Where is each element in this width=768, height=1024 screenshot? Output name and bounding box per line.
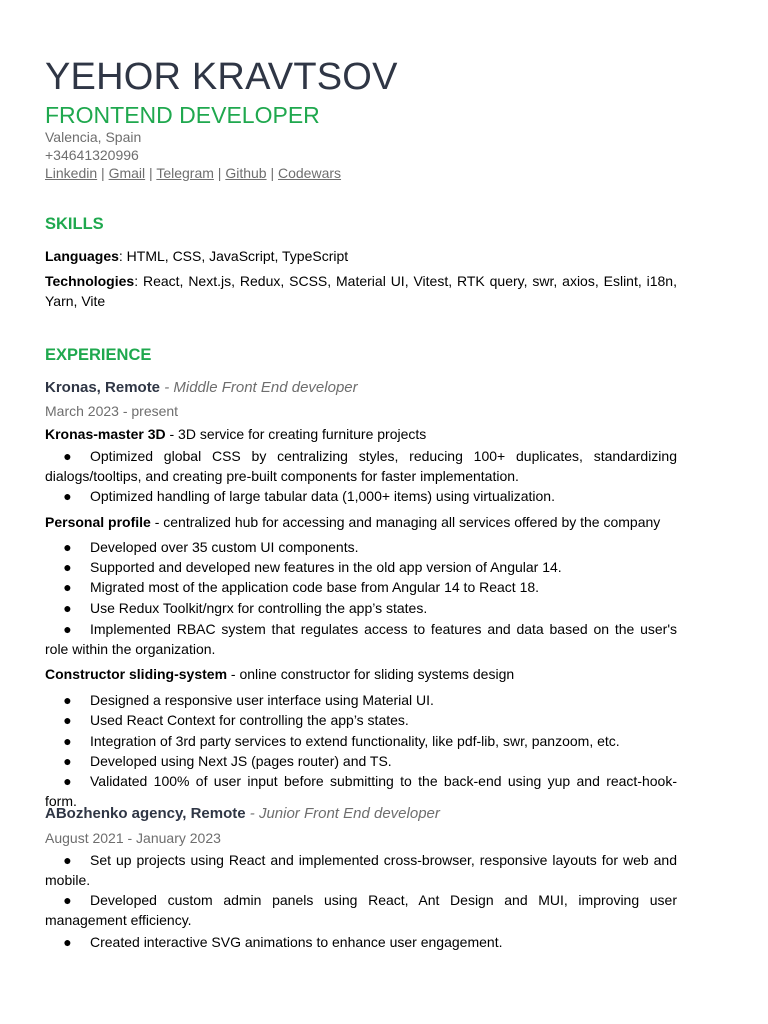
bullet-item: ● Created interactive SVG animations to enhance user engagement.: [45, 932, 677, 952]
location: Valencia, Spain: [45, 129, 142, 145]
technologies-label: Technologies: [45, 273, 135, 289]
project-name: Personal profile: [45, 514, 151, 530]
languages-label: Languages: [45, 248, 119, 264]
bullet-item: ● Used React Context for controlling the app’s states.: [45, 710, 677, 730]
project-line: [45, 664, 677, 684]
company-name: Kronas, Remote: [45, 379, 161, 396]
link-separator: |: [217, 165, 222, 181]
bullet-icon: ●: [63, 753, 72, 769]
bullet-icon: ●: [63, 773, 72, 789]
experience-heading: EXPERIENCE: [45, 346, 152, 364]
link-separator: |: [149, 165, 153, 181]
bullet-item: ● Set up projects using React and implemented cross-browser, responsive layouts for web and mobile.: [45, 852, 677, 888]
job-title-line: [45, 804, 440, 824]
company-name: ABozhenko agency, Remote: [45, 805, 246, 822]
bullet-item: ● Optimized handling of large tabular data (1,000+ items) using virtualization.: [45, 486, 677, 506]
bullet-icon: ●: [63, 852, 72, 868]
bullet-item: ● Migrated most of the application code base from Angular 14 to React 18.: [45, 577, 677, 597]
gmail-link[interactable]: Gmail: [108, 165, 146, 181]
skills-technologies: [45, 271, 677, 311]
bullet-icon: ●: [63, 488, 72, 504]
bullet-item: ● Supported and developed new features in the old app version of Angular 14.: [45, 557, 677, 577]
bullet-item: ● Developed custom admin panels using React, Ant Design and MUI, improving user management efficiency.: [45, 892, 677, 928]
github-link[interactable]: Github: [225, 165, 267, 181]
codewars-link[interactable]: Codewars: [278, 165, 342, 181]
bullet-icon: ●: [63, 600, 72, 616]
job-position: - Junior Front End developer: [245, 805, 440, 822]
bullet-icon: ●: [63, 559, 72, 575]
bullet-icon: ●: [63, 712, 72, 728]
job-dates: March 2023 - present: [45, 403, 179, 419]
bullet-icon: ●: [63, 733, 72, 749]
phone: +34641320996: [45, 147, 139, 163]
bullet-item: ● Developed over 35 custom UI components.: [45, 537, 677, 557]
bullet-item: ● Developed using Next JS (pages router) and TS.: [45, 751, 677, 771]
project-line: [45, 424, 677, 444]
project-line: [45, 512, 677, 532]
bullet-icon: ●: [63, 934, 72, 950]
project-desc: - centralized hub for accessing and managing all services offered by the company: [150, 514, 661, 530]
bullet-item: ● Implemented RBAC system that regulates access to features and data based on the user's role within the organization.: [45, 621, 677, 657]
skills-languages: [45, 246, 677, 266]
languages-value: : HTML, CSS, JavaScript, TypeScript: [118, 248, 349, 264]
project-desc: - 3D service for creating furniture projects: [165, 426, 427, 442]
bullet-item: ● Validated 100% of user input before submitting to the back-end using yup and react-hook-form.: [45, 773, 677, 809]
bullet-icon: ●: [63, 621, 72, 637]
link-separator: |: [101, 165, 105, 181]
telegram-link[interactable]: Telegram: [156, 165, 214, 181]
bullet-icon: ●: [63, 579, 72, 595]
link-separator: |: [270, 165, 275, 181]
candidate-name: YEHOR KRAVTSOV: [45, 56, 398, 98]
bullet-item: ● Designed a responsive user interface using Material UI.: [45, 690, 677, 710]
job-dates: August 2021 - January 2023: [45, 830, 221, 846]
bullet-item: ● Use Redux Toolkit/ngrx for controlling the app’s states.: [45, 598, 677, 618]
bullet-icon: ●: [63, 539, 72, 555]
contact-links: [45, 164, 341, 182]
linkedin-link[interactable]: Linkedin: [45, 165, 98, 181]
project-name: Kronas-master 3D: [45, 426, 166, 442]
job-title-line: [45, 378, 358, 398]
bullet-item: ● Optimized global CSS by centralizing styles, reducing 100+ duplicates, standardizing dialogs/tooltips, and creating pre-built components for faster implementation.: [45, 448, 677, 484]
candidate-role: FRONTEND DEVELOPER: [45, 102, 320, 128]
project-desc: - online constructor for sliding systems design: [227, 666, 515, 682]
job-position: - Middle Front End developer: [160, 379, 358, 396]
bullet-item: ● Integration of 3rd party services to extend functionality, like pdf-lib, swr, panzoom, etc.: [45, 731, 677, 751]
bullet-icon: ●: [63, 892, 72, 908]
bullet-icon: ●: [63, 692, 72, 708]
bullet-icon: ●: [63, 448, 72, 464]
technologies-value: : React, Next.js, Redux, SCSS, Material UI, Vitest, RTK query, swr, axios, Eslint, i18n, Yarn, Vite: [45, 273, 677, 309]
project-name: Constructor sliding-system: [45, 666, 228, 682]
skills-heading: SKILLS: [45, 215, 104, 233]
